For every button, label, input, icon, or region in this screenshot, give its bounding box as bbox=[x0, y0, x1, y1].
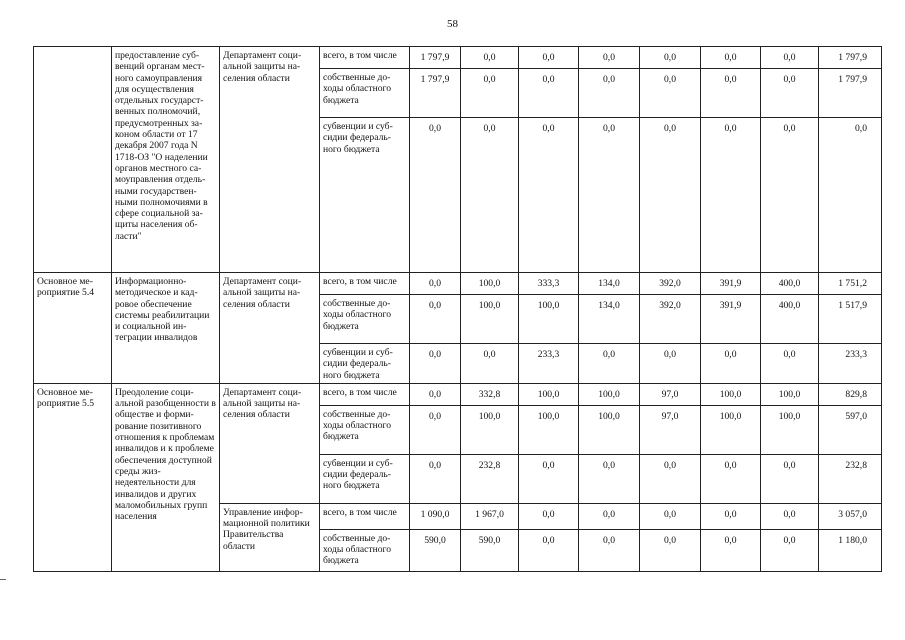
year-value-cell: 332,8 bbox=[461, 383, 519, 405]
funding-source-cell: собственные доходы областного бюджета bbox=[320, 295, 410, 344]
year-value-cell: 0,0 bbox=[761, 69, 819, 118]
year-value-cell: 0,0 bbox=[761, 454, 819, 503]
year-value-cell: 233,3 bbox=[519, 344, 579, 384]
year-value-cell: 0,0 bbox=[579, 529, 640, 571]
year-value-cell: 0,0 bbox=[701, 47, 761, 69]
year-value-cell: 0,0 bbox=[761, 47, 819, 69]
year-value-cell: 0,0 bbox=[701, 69, 761, 118]
year-value-cell: 0,0 bbox=[701, 454, 761, 503]
year-value-cell: 0,0 bbox=[410, 273, 461, 295]
year-value-cell: 400,0 bbox=[761, 273, 819, 295]
page-number: 58 bbox=[447, 18, 458, 30]
year-value-cell: 1 967,0 bbox=[461, 503, 519, 529]
year-value-cell: 0,0 bbox=[640, 454, 701, 503]
year-value-cell: 232,8 bbox=[461, 454, 519, 503]
year-value-cell: 590,0 bbox=[410, 529, 461, 571]
year-value-cell: 0,0 bbox=[579, 118, 640, 273]
table-row bbox=[34, 383, 882, 405]
year-value-cell: 391,9 bbox=[701, 273, 761, 295]
funding-source-cell: собственные доходы областного бюджета bbox=[320, 405, 410, 454]
year-value-cell: 1 797,9 bbox=[410, 69, 461, 118]
year-value-cell: 0,0 bbox=[410, 344, 461, 384]
activity-name-cell: Информационно-методическое и кадровое обеспечение системы реабилитации и социальной интеграции инвалидов bbox=[112, 273, 220, 384]
year-value-cell: 0,0 bbox=[761, 503, 819, 529]
total-value-cell: 3 057,0 bbox=[819, 503, 882, 529]
year-value-cell: 0,0 bbox=[410, 118, 461, 273]
year-value-cell: 1 797,9 bbox=[410, 47, 461, 69]
funding-source-cell: собственные доходы областного бюджета bbox=[320, 69, 410, 118]
activity-name-cell: предоставление субвенций органам местного самоуправления для осуществления отдельных государственных полномочий, предусмотренных законом области от 17 декабря 2007 года N 1718-ОЗ "О наделении органов местного самоуправления отдельными государственными полномочиями в сфере социальной защиты населения области" bbox=[112, 47, 220, 273]
year-value-cell: 0,0 bbox=[579, 344, 640, 384]
executor-cell: Департамент социальной защиты населения области bbox=[220, 273, 320, 384]
year-value-cell: 392,0 bbox=[640, 273, 701, 295]
year-value-cell: 333,3 bbox=[519, 273, 579, 295]
year-value-cell: 0,0 bbox=[761, 344, 819, 384]
table-row bbox=[34, 47, 882, 69]
year-value-cell: 0,0 bbox=[640, 118, 701, 273]
year-value-cell: 0,0 bbox=[519, 69, 579, 118]
year-value-cell: 391,9 bbox=[701, 295, 761, 344]
total-value-cell: 0,0 bbox=[819, 118, 882, 273]
total-value-cell: 1 797,9 bbox=[819, 69, 882, 118]
year-value-cell: 100,0 bbox=[519, 383, 579, 405]
year-value-cell: 0,0 bbox=[519, 529, 579, 571]
year-value-cell: 0,0 bbox=[640, 529, 701, 571]
executor-cell: Департамент социальной защиты населения области bbox=[220, 383, 320, 503]
year-value-cell: 100,0 bbox=[701, 383, 761, 405]
activity-name-cell: Преодоление социальной разобщенности в обществе и формирование позитивного отношения к проблемам инвалидов и к проблеме обеспечения доступной среды жизнедеятельности для инвалидов и других маломобильных групп населения bbox=[112, 383, 220, 571]
year-value-cell: 0,0 bbox=[410, 405, 461, 454]
year-value-cell: 0,0 bbox=[579, 503, 640, 529]
year-value-cell: 100,0 bbox=[701, 405, 761, 454]
year-value-cell: 0,0 bbox=[761, 118, 819, 273]
year-value-cell: 0,0 bbox=[519, 454, 579, 503]
year-value-cell: 1 090,0 bbox=[410, 503, 461, 529]
activity-number-cell: Основное мероприятие 5.4 bbox=[34, 273, 112, 384]
funding-source-cell: собственные доходы областного бюджета bbox=[320, 529, 410, 571]
year-value-cell: 0,0 bbox=[519, 503, 579, 529]
year-value-cell: 0,0 bbox=[701, 118, 761, 273]
year-value-cell: 0,0 bbox=[461, 118, 519, 273]
total-value-cell: 1 751,2 bbox=[819, 273, 882, 295]
budget-table bbox=[33, 46, 882, 572]
year-value-cell: 97,0 bbox=[640, 383, 701, 405]
funding-source-cell: всего, в том числе bbox=[320, 273, 410, 295]
year-value-cell: 0,0 bbox=[640, 47, 701, 69]
year-value-cell: 0,0 bbox=[640, 344, 701, 384]
funding-source-cell: всего, в том числе bbox=[320, 383, 410, 405]
year-value-cell: 0,0 bbox=[461, 69, 519, 118]
year-value-cell: 0,0 bbox=[461, 344, 519, 384]
executor-cell: Департамент социальной защиты населения области bbox=[220, 47, 320, 273]
year-value-cell: 0,0 bbox=[579, 69, 640, 118]
year-value-cell: 0,0 bbox=[701, 503, 761, 529]
year-value-cell: 100,0 bbox=[461, 295, 519, 344]
total-value-cell: 1 180,0 bbox=[819, 529, 882, 571]
total-value-cell: 1 797,9 bbox=[819, 47, 882, 69]
total-value-cell: 597,0 bbox=[819, 405, 882, 454]
activity-number-cell: Основное мероприятие 5.5 bbox=[34, 383, 112, 571]
year-value-cell: 100,0 bbox=[761, 405, 819, 454]
funding-source-cell: субвенции и субсидии федерального бюджета bbox=[320, 118, 410, 273]
year-value-cell: 0,0 bbox=[519, 47, 579, 69]
activity-number-cell bbox=[34, 47, 112, 273]
margin-mark bbox=[0, 579, 6, 580]
year-value-cell: 0,0 bbox=[410, 454, 461, 503]
year-value-cell: 392,0 bbox=[640, 295, 701, 344]
year-value-cell: 0,0 bbox=[761, 529, 819, 571]
year-value-cell: 100,0 bbox=[461, 273, 519, 295]
total-value-cell: 829,8 bbox=[819, 383, 882, 405]
year-value-cell: 590,0 bbox=[461, 529, 519, 571]
year-value-cell: 97,0 bbox=[640, 405, 701, 454]
year-value-cell: 0,0 bbox=[701, 344, 761, 384]
year-value-cell: 100,0 bbox=[461, 405, 519, 454]
year-value-cell: 134,0 bbox=[579, 273, 640, 295]
year-value-cell: 100,0 bbox=[761, 383, 819, 405]
year-value-cell: 0,0 bbox=[579, 47, 640, 69]
year-value-cell: 0,0 bbox=[519, 118, 579, 273]
funding-source-cell: всего, в том числе bbox=[320, 503, 410, 529]
year-value-cell: 100,0 bbox=[579, 405, 640, 454]
year-value-cell: 0,0 bbox=[701, 529, 761, 571]
table-body bbox=[34, 47, 882, 572]
year-value-cell: 100,0 bbox=[579, 383, 640, 405]
total-value-cell: 1 517,9 bbox=[819, 295, 882, 344]
funding-source-cell: всего, в том числе bbox=[320, 47, 410, 69]
year-value-cell: 0,0 bbox=[579, 454, 640, 503]
year-value-cell: 100,0 bbox=[519, 295, 579, 344]
table-row bbox=[34, 273, 882, 295]
year-value-cell: 400,0 bbox=[761, 295, 819, 344]
year-value-cell: 0,0 bbox=[410, 383, 461, 405]
funding-source-cell: субвенции и субсидии федерального бюджета bbox=[320, 454, 410, 503]
funding-source-cell: субвенции и субсидии федерального бюджета bbox=[320, 344, 410, 384]
total-value-cell: 233,3 bbox=[819, 344, 882, 384]
year-value-cell: 100,0 bbox=[519, 405, 579, 454]
year-value-cell: 0,0 bbox=[461, 47, 519, 69]
year-value-cell: 134,0 bbox=[579, 295, 640, 344]
year-value-cell: 0,0 bbox=[640, 503, 701, 529]
total-value-cell: 232,8 bbox=[819, 454, 882, 503]
year-value-cell: 0,0 bbox=[640, 69, 701, 118]
executor-cell: Управление информационной политики Правительства области bbox=[220, 503, 320, 571]
year-value-cell: 0,0 bbox=[410, 295, 461, 344]
